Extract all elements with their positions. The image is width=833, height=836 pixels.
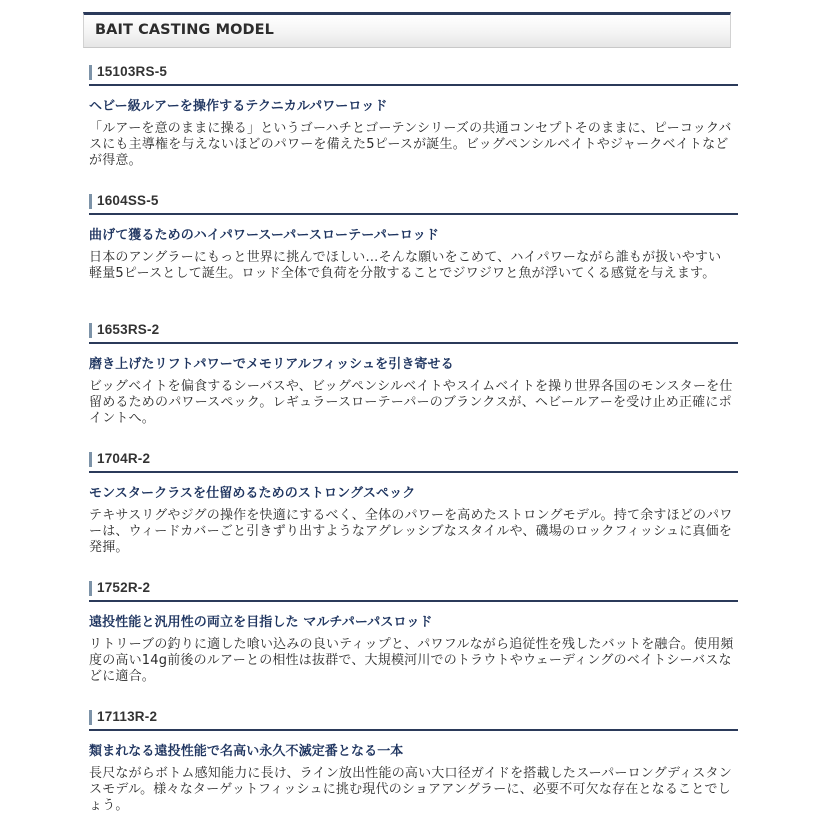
model-subtitle: ヘビー級ルアーを操作するテクニカルパワーロッド <box>89 99 388 114</box>
model-heading <box>89 62 738 86</box>
model-heading <box>89 449 738 473</box>
model-section-1704r-2 <box>89 449 738 578</box>
model-list <box>89 62 738 836</box>
model-description: テキサスリグやジグの操作を快適にするべく、全体のパワーを高めたストロングモデル。持て余すほどのパワーは、ウィードカバーごと引きずり出すようなアグレッシブなスタイルや、磯場のロックフィッシュに真価を発揮。 <box>89 508 733 555</box>
model-name: 1704R-2 <box>97 451 151 466</box>
heading-marker-icon <box>89 65 92 80</box>
model-subtitle: 類まれなる遠投性能で名高い永久不滅定番となる一本 <box>89 744 404 759</box>
model-description: 日本のアングラーにもっと世界に挑んでほしい…そんな願いをこめて、ハイパワーながら誰もが扱いやすい軽量5ピースとして誕生。ロッド全体で負荷を分散することでジワジワと魚が浮いてくる感覚を与えます。 <box>89 250 722 281</box>
heading-marker-icon <box>89 581 92 596</box>
model-name: 15103RS-5 <box>97 64 168 79</box>
heading-marker-icon <box>89 323 92 338</box>
model-subtitle: モンスタークラスを仕留めるためのストロングスペック <box>89 486 416 501</box>
model-section-1752r-2 <box>89 578 738 707</box>
model-name: 1604SS-5 <box>97 193 159 208</box>
heading-marker-icon <box>89 194 92 209</box>
model-description: ビッグベイトを偏食するシーバスや、ビッグペンシルベイトやスイムベイトを操り世界各国のモンスターを仕留めるためのパワースペック。レギュラースローテーパーのブランクスが、ヘビールアーを受け止め正確にポイントへ。 <box>89 379 733 426</box>
model-subtitle: 遠投性能と汎用性の両立を目指した マルチパーパスロッド <box>89 615 433 630</box>
model-heading <box>89 707 738 731</box>
section-header <box>83 12 731 48</box>
model-name: 1752R-2 <box>97 580 151 595</box>
model-heading <box>89 320 738 344</box>
model-subtitle: 磨き上げたリフトパワーでメモリアルフィッシュを引き寄せる <box>89 357 454 372</box>
model-section-1604ss-5 <box>89 191 738 320</box>
model-section-1653rs-2 <box>89 320 738 449</box>
model-description: 長尺ながらボトム感知能力に長け、ライン放出性能の高い大口径ガイドを搭載したスーパーロングディスタンスモデル。様々なターゲットフィッシュに挑む現代のショアアングラーに、必要不可欠な存在となることでしょう。 <box>89 766 732 813</box>
model-section-17113r-2 <box>89 707 738 836</box>
heading-marker-icon <box>89 452 92 467</box>
model-description: 「ルアーを意のままに操る」というゴーハチとゴーテンシリーズの共通コンセプトそのままに、ピーコックバスにも主導権を与えないほどのパワーを備えた5ピースが誕生。ビッグペンシルベイトやジャークベイトなどが得意。 <box>89 121 732 168</box>
heading-marker-icon <box>89 710 92 725</box>
model-description: リトリーブの釣りに適した喰い込みの良いティップと、パワフルながら追従性を残したバットを融合。使用頻度の高い14g前後のルアーとの相性は抜群で、大規模河川でのトラウトやウェーディングのベイトシーバスなどに適合。 <box>89 637 734 684</box>
model-section-15103rs-5 <box>89 62 738 191</box>
model-subtitle: 曲げて獲るためのハイパワースーパースローテーパーロッド <box>89 228 439 243</box>
model-name: 17113R-2 <box>97 709 158 724</box>
model-heading <box>89 578 738 602</box>
page-title: BAIT CASTING MODEL <box>95 22 275 38</box>
model-name: 1653RS-2 <box>97 322 160 337</box>
model-heading <box>89 191 738 215</box>
